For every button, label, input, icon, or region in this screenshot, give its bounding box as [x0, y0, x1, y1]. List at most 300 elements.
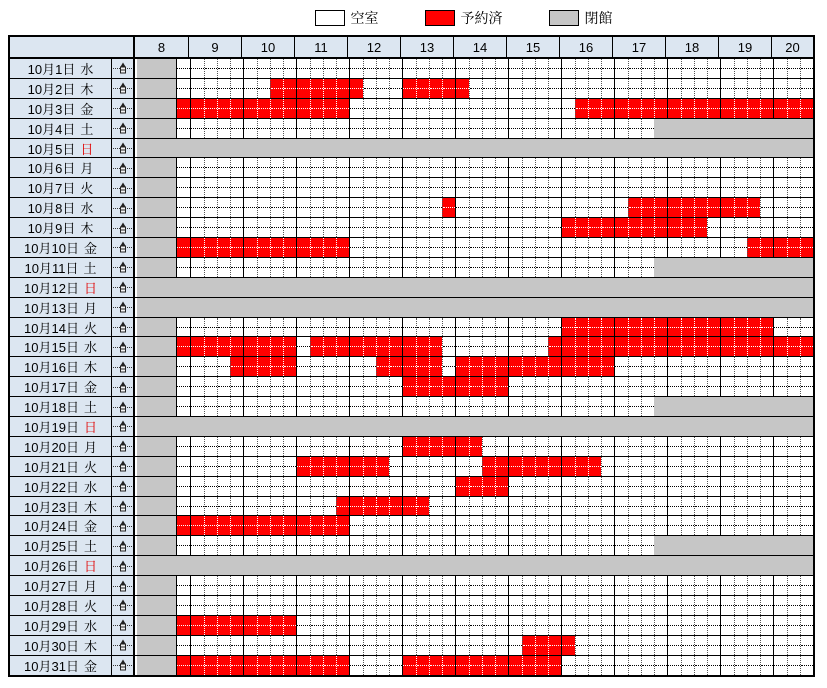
time-slot[interactable] [561, 397, 574, 416]
time-slot[interactable] [588, 178, 601, 197]
time-slot[interactable] [363, 198, 376, 217]
time-slot[interactable] [349, 258, 362, 277]
time-slot[interactable] [257, 397, 270, 416]
time-slot[interactable] [204, 178, 217, 197]
time-slot[interactable] [787, 59, 800, 78]
time-slot[interactable] [336, 119, 349, 138]
time-slot[interactable] [654, 576, 667, 595]
time-slot[interactable] [588, 536, 601, 555]
time-slot[interactable] [190, 119, 203, 138]
time-slot[interactable] [204, 497, 217, 516]
time-slot[interactable] [773, 377, 786, 396]
time-slot[interactable] [442, 158, 455, 177]
time-slot[interactable] [243, 457, 256, 476]
time-slot[interactable] [800, 59, 813, 78]
time-slot[interactable] [601, 258, 614, 277]
time-slot[interactable] [349, 357, 362, 376]
time-slot[interactable] [376, 318, 389, 337]
time-slot[interactable] [800, 457, 813, 476]
time-slot[interactable] [389, 656, 402, 675]
time-slot[interactable] [508, 119, 521, 138]
time-slot[interactable] [694, 238, 707, 257]
time-slot[interactable] [349, 377, 362, 396]
time-slot[interactable] [495, 536, 508, 555]
time-slot[interactable] [614, 656, 627, 675]
time-slot[interactable] [575, 158, 588, 177]
time-slot[interactable] [336, 158, 349, 177]
time-slot[interactable] [402, 99, 415, 118]
time-slot[interactable] [190, 636, 203, 655]
time-slot[interactable] [800, 158, 813, 177]
time-slot[interactable] [217, 536, 230, 555]
time-slot[interactable] [429, 119, 442, 138]
time-slot[interactable] [429, 238, 442, 257]
time-slot[interactable] [561, 477, 574, 496]
time-slot[interactable] [376, 99, 389, 118]
time-slot[interactable] [787, 198, 800, 217]
time-slot[interactable] [429, 198, 442, 217]
time-slot[interactable] [376, 258, 389, 277]
time-slot[interactable] [204, 536, 217, 555]
time-slot[interactable] [548, 59, 561, 78]
time-slot[interactable] [614, 59, 627, 78]
time-slot[interactable] [442, 616, 455, 635]
time-slot[interactable] [243, 596, 256, 615]
time-slot[interactable] [257, 198, 270, 217]
time-slot[interactable] [336, 178, 349, 197]
time-slot[interactable] [204, 457, 217, 476]
time-slot[interactable] [310, 636, 323, 655]
time-slot[interactable] [681, 437, 694, 456]
time-slot[interactable] [482, 397, 495, 416]
time-slot[interactable] [257, 536, 270, 555]
time-slot[interactable] [654, 178, 667, 197]
time-slot[interactable] [720, 357, 733, 376]
time-slot[interactable] [323, 158, 336, 177]
time-slot[interactable] [641, 178, 654, 197]
time-slot[interactable] [323, 119, 336, 138]
time-slot[interactable] [363, 516, 376, 535]
time-slot[interactable] [734, 516, 747, 535]
time-slot[interactable] [641, 656, 654, 675]
time-slot[interactable] [376, 198, 389, 217]
time-slot[interactable] [508, 616, 521, 635]
time-slot[interactable] [389, 238, 402, 257]
time-slot[interactable] [217, 596, 230, 615]
time-slot[interactable] [323, 497, 336, 516]
time-slot[interactable] [694, 178, 707, 197]
time-slot[interactable] [416, 99, 429, 118]
time-slot[interactable] [800, 79, 813, 98]
time-slot[interactable] [455, 158, 468, 177]
time-slot[interactable] [800, 198, 813, 217]
time-slot[interactable] [535, 337, 548, 356]
time-slot[interactable] [389, 119, 402, 138]
time-slot[interactable] [681, 656, 694, 675]
time-slot[interactable] [508, 497, 521, 516]
time-slot[interactable] [177, 596, 190, 615]
time-slot[interactable] [535, 119, 548, 138]
time-slot[interactable] [628, 576, 641, 595]
time-slot[interactable] [588, 59, 601, 78]
time-slot[interactable] [283, 377, 296, 396]
time-slot[interactable] [429, 636, 442, 655]
time-slot[interactable] [482, 536, 495, 555]
time-slot[interactable] [773, 457, 786, 476]
time-slot[interactable] [575, 377, 588, 396]
time-slot[interactable] [773, 497, 786, 516]
time-slot[interactable] [694, 59, 707, 78]
time-slot[interactable] [230, 497, 243, 516]
time-slot[interactable] [601, 536, 614, 555]
time-slot[interactable] [217, 218, 230, 237]
time-slot[interactable] [707, 457, 720, 476]
time-slot[interactable] [469, 576, 482, 595]
time-slot[interactable] [667, 238, 680, 257]
time-slot[interactable] [204, 59, 217, 78]
time-slot[interactable] [800, 576, 813, 595]
time-slot[interactable] [389, 457, 402, 476]
time-slot[interactable] [402, 636, 415, 655]
time-slot[interactable] [230, 536, 243, 555]
time-slot[interactable] [614, 636, 627, 655]
time-slot[interactable] [601, 238, 614, 257]
time-slot[interactable] [442, 318, 455, 337]
time-slot[interactable] [177, 397, 190, 416]
time-slot[interactable] [349, 536, 362, 555]
time-slot[interactable] [336, 596, 349, 615]
time-slot[interactable] [720, 59, 733, 78]
time-slot[interactable] [535, 198, 548, 217]
time-slot[interactable] [283, 218, 296, 237]
time-slot[interactable] [363, 318, 376, 337]
time-slot[interactable] [747, 516, 760, 535]
time-slot[interactable] [190, 477, 203, 496]
time-slot[interactable] [800, 178, 813, 197]
time-slot[interactable] [349, 596, 362, 615]
time-slot[interactable] [402, 457, 415, 476]
time-slot[interactable] [217, 636, 230, 655]
time-slot[interactable] [787, 218, 800, 237]
time-slot[interactable] [747, 497, 760, 516]
time-slot[interactable] [376, 178, 389, 197]
time-slot[interactable] [628, 437, 641, 456]
time-slot[interactable] [641, 596, 654, 615]
time-slot[interactable] [495, 337, 508, 356]
time-slot[interactable] [734, 377, 747, 396]
time-slot[interactable] [349, 437, 362, 456]
time-slot[interactable] [389, 218, 402, 237]
time-slot[interactable] [217, 119, 230, 138]
time-slot[interactable] [416, 397, 429, 416]
time-slot[interactable] [376, 377, 389, 396]
time-slot[interactable] [455, 119, 468, 138]
time-slot[interactable] [734, 437, 747, 456]
time-slot[interactable] [588, 397, 601, 416]
time-slot[interactable] [800, 377, 813, 396]
time-slot[interactable] [296, 198, 309, 217]
time-slot[interactable] [230, 397, 243, 416]
time-slot[interactable] [535, 536, 548, 555]
time-slot[interactable] [482, 516, 495, 535]
time-slot[interactable] [575, 198, 588, 217]
time-slot[interactable] [442, 119, 455, 138]
time-slot[interactable] [349, 318, 362, 337]
time-slot[interactable] [522, 119, 535, 138]
time-slot[interactable] [535, 218, 548, 237]
time-slot[interactable] [310, 437, 323, 456]
time-slot[interactable] [548, 119, 561, 138]
time-slot[interactable] [588, 616, 601, 635]
time-slot[interactable] [177, 198, 190, 217]
time-slot[interactable] [402, 616, 415, 635]
time-slot[interactable] [601, 516, 614, 535]
time-slot[interactable] [296, 357, 309, 376]
time-slot[interactable] [747, 178, 760, 197]
time-slot[interactable] [389, 377, 402, 396]
time-slot[interactable] [296, 318, 309, 337]
time-slot[interactable] [310, 477, 323, 496]
time-slot[interactable] [230, 377, 243, 396]
time-slot[interactable] [575, 79, 588, 98]
time-slot[interactable] [323, 357, 336, 376]
time-slot[interactable] [177, 79, 190, 98]
time-slot[interactable] [548, 79, 561, 98]
time-slot[interactable] [336, 218, 349, 237]
time-slot[interactable] [508, 99, 521, 118]
time-slot[interactable] [561, 656, 574, 675]
time-slot[interactable] [389, 477, 402, 496]
time-slot[interactable] [508, 437, 521, 456]
time-slot[interactable] [628, 178, 641, 197]
time-slot[interactable] [243, 119, 256, 138]
time-slot[interactable] [429, 536, 442, 555]
time-slot[interactable] [402, 178, 415, 197]
time-slot[interactable] [217, 158, 230, 177]
time-slot[interactable] [243, 536, 256, 555]
time-slot[interactable] [561, 178, 574, 197]
time-slot[interactable] [641, 516, 654, 535]
time-slot[interactable] [363, 178, 376, 197]
time-slot[interactable] [667, 636, 680, 655]
time-slot[interactable] [522, 497, 535, 516]
time-slot[interactable] [641, 616, 654, 635]
time-slot[interactable] [720, 79, 733, 98]
time-slot[interactable] [482, 318, 495, 337]
time-slot[interactable] [455, 497, 468, 516]
time-slot[interactable] [495, 59, 508, 78]
time-slot[interactable] [469, 337, 482, 356]
time-slot[interactable] [455, 178, 468, 197]
time-slot[interactable] [561, 616, 574, 635]
time-slot[interactable] [800, 636, 813, 655]
time-slot[interactable] [217, 497, 230, 516]
time-slot[interactable] [204, 357, 217, 376]
time-slot[interactable] [694, 616, 707, 635]
time-slot[interactable] [522, 79, 535, 98]
time-slot[interactable] [455, 258, 468, 277]
time-slot[interactable] [310, 576, 323, 595]
time-slot[interactable] [230, 79, 243, 98]
time-slot[interactable] [376, 79, 389, 98]
time-slot[interactable] [575, 656, 588, 675]
time-slot[interactable] [522, 218, 535, 237]
time-slot[interactable] [628, 616, 641, 635]
time-slot[interactable] [349, 516, 362, 535]
time-slot[interactable] [469, 198, 482, 217]
time-slot[interactable] [508, 477, 521, 496]
time-slot[interactable] [641, 397, 654, 416]
time-slot[interactable] [694, 516, 707, 535]
time-slot[interactable] [588, 477, 601, 496]
time-slot[interactable] [243, 437, 256, 456]
time-slot[interactable] [376, 616, 389, 635]
time-slot[interactable] [760, 596, 773, 615]
time-slot[interactable] [760, 357, 773, 376]
time-slot[interactable] [522, 596, 535, 615]
time-slot[interactable] [376, 158, 389, 177]
time-slot[interactable] [469, 178, 482, 197]
time-slot[interactable] [535, 79, 548, 98]
time-slot[interactable] [535, 516, 548, 535]
time-slot[interactable] [469, 79, 482, 98]
time-slot[interactable] [363, 119, 376, 138]
time-slot[interactable] [601, 596, 614, 615]
time-slot[interactable] [455, 238, 468, 257]
time-slot[interactable] [296, 258, 309, 277]
time-slot[interactable] [204, 477, 217, 496]
time-slot[interactable] [681, 79, 694, 98]
time-slot[interactable] [747, 477, 760, 496]
time-slot[interactable] [416, 198, 429, 217]
time-slot[interactable] [376, 477, 389, 496]
time-slot[interactable] [190, 397, 203, 416]
time-slot[interactable] [508, 218, 521, 237]
time-slot[interactable] [482, 198, 495, 217]
time-slot[interactable] [429, 158, 442, 177]
time-slot[interactable] [760, 616, 773, 635]
time-slot[interactable] [283, 397, 296, 416]
time-slot[interactable] [522, 397, 535, 416]
time-slot[interactable] [495, 99, 508, 118]
time-slot[interactable] [257, 59, 270, 78]
time-slot[interactable] [363, 616, 376, 635]
time-slot[interactable] [442, 178, 455, 197]
time-slot[interactable] [495, 119, 508, 138]
time-slot[interactable] [270, 457, 283, 476]
time-slot[interactable] [522, 377, 535, 396]
time-slot[interactable] [720, 158, 733, 177]
time-slot[interactable] [349, 477, 362, 496]
time-slot[interactable] [455, 636, 468, 655]
time-slot[interactable] [243, 258, 256, 277]
time-slot[interactable] [310, 198, 323, 217]
time-slot[interactable] [323, 198, 336, 217]
time-slot[interactable] [614, 258, 627, 277]
time-slot[interactable] [548, 178, 561, 197]
time-slot[interactable] [720, 457, 733, 476]
time-slot[interactable] [522, 238, 535, 257]
time-slot[interactable] [495, 238, 508, 257]
time-slot[interactable] [402, 198, 415, 217]
time-slot[interactable] [283, 318, 296, 337]
time-slot[interactable] [177, 477, 190, 496]
time-slot[interactable] [548, 497, 561, 516]
time-slot[interactable] [323, 576, 336, 595]
time-slot[interactable] [508, 516, 521, 535]
time-slot[interactable] [787, 437, 800, 456]
time-slot[interactable] [561, 99, 574, 118]
time-slot[interactable] [283, 258, 296, 277]
time-slot[interactable] [787, 79, 800, 98]
time-slot[interactable] [734, 616, 747, 635]
time-slot[interactable] [230, 59, 243, 78]
time-slot[interactable] [535, 59, 548, 78]
time-slot[interactable] [707, 377, 720, 396]
time-slot[interactable] [283, 158, 296, 177]
time-slot[interactable] [363, 357, 376, 376]
time-slot[interactable] [588, 158, 601, 177]
time-slot[interactable] [442, 337, 455, 356]
time-slot[interactable] [614, 397, 627, 416]
time-slot[interactable] [760, 477, 773, 496]
time-slot[interactable] [773, 79, 786, 98]
time-slot[interactable] [177, 497, 190, 516]
time-slot[interactable] [217, 258, 230, 277]
time-slot[interactable] [469, 99, 482, 118]
time-slot[interactable] [243, 178, 256, 197]
time-slot[interactable] [760, 497, 773, 516]
time-slot[interactable] [257, 477, 270, 496]
time-slot[interactable] [601, 616, 614, 635]
time-slot[interactable] [416, 318, 429, 337]
time-slot[interactable] [349, 656, 362, 675]
time-slot[interactable] [482, 497, 495, 516]
time-slot[interactable] [628, 536, 641, 555]
time-slot[interactable] [787, 457, 800, 476]
time-slot[interactable] [548, 158, 561, 177]
time-slot[interactable] [270, 477, 283, 496]
time-slot[interactable] [760, 158, 773, 177]
time-slot[interactable] [323, 437, 336, 456]
time-slot[interactable] [760, 79, 773, 98]
time-slot[interactable] [641, 437, 654, 456]
time-slot[interactable] [601, 119, 614, 138]
time-slot[interactable] [257, 79, 270, 98]
time-slot[interactable] [204, 218, 217, 237]
time-slot[interactable] [522, 477, 535, 496]
time-slot[interactable] [654, 596, 667, 615]
time-slot[interactable] [442, 258, 455, 277]
time-slot[interactable] [482, 238, 495, 257]
time-slot[interactable] [641, 377, 654, 396]
time-slot[interactable] [429, 516, 442, 535]
time-slot[interactable] [336, 437, 349, 456]
time-slot[interactable] [628, 238, 641, 257]
time-slot[interactable] [482, 596, 495, 615]
time-slot[interactable] [641, 357, 654, 376]
time-slot[interactable] [575, 119, 588, 138]
time-slot[interactable] [667, 357, 680, 376]
time-slot[interactable] [720, 238, 733, 257]
time-slot[interactable] [548, 477, 561, 496]
time-slot[interactable] [363, 218, 376, 237]
time-slot[interactable] [508, 178, 521, 197]
time-slot[interactable] [442, 516, 455, 535]
time-slot[interactable] [389, 576, 402, 595]
time-slot[interactable] [363, 536, 376, 555]
time-slot[interactable] [376, 437, 389, 456]
